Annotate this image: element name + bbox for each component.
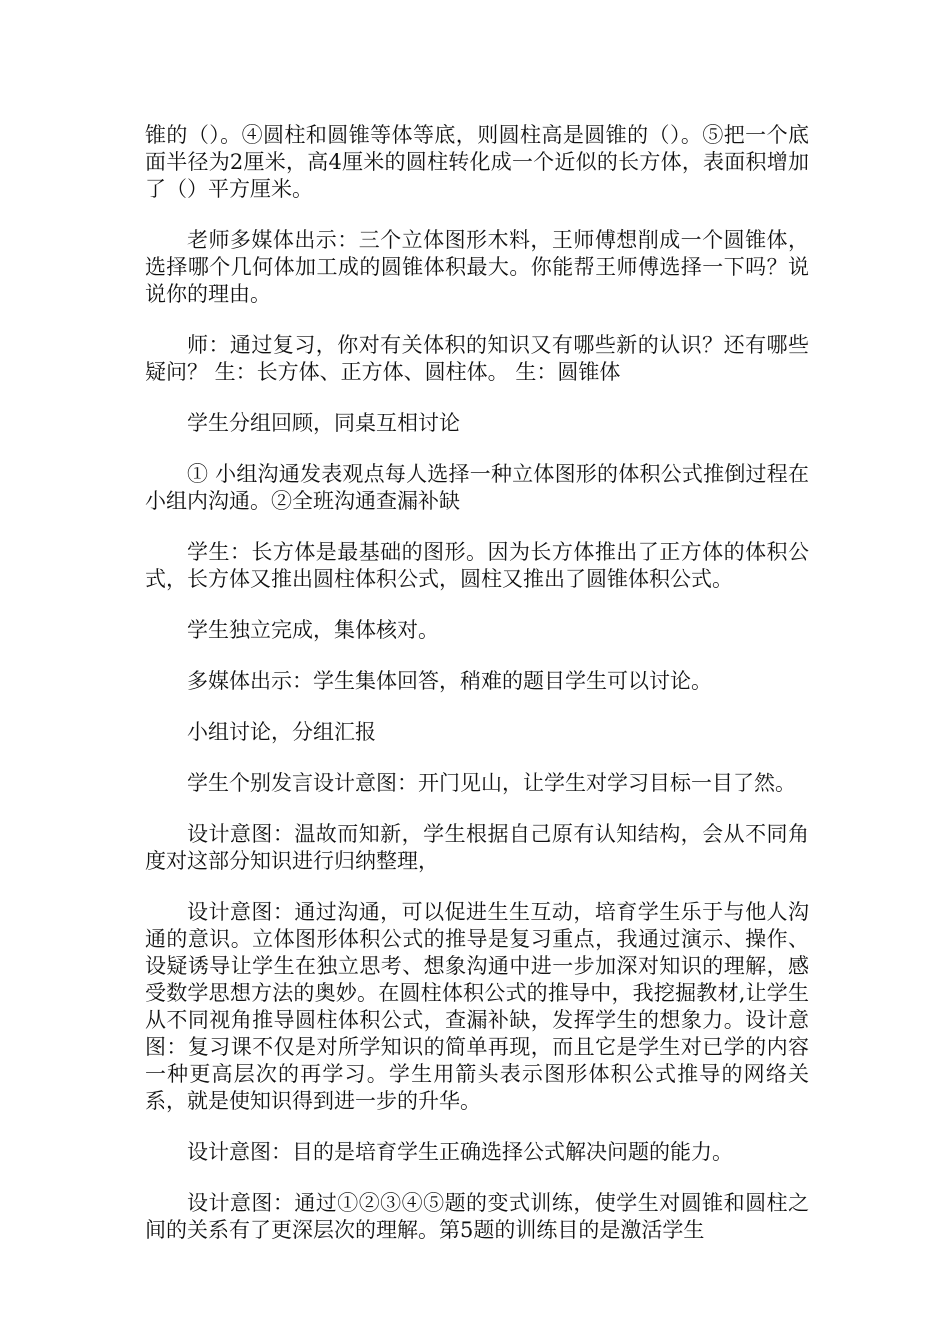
paragraph-design-intent-4: 设计意图：目的是培育学生正确选择公式解决问题的能力。 bbox=[187, 1140, 733, 1164]
paragraph-design-intent-5: 设计意图：通过①②③④⑤题的变式训练，使学生对圆锥和圆柱之间的关系有了更深层次的理解。第5题的训练目的是激活学生 bbox=[145, 1191, 809, 1242]
paragraph-multimedia-answer: 多媒体出示：学生集体回答，稍难的题目学生可以讨论。 bbox=[187, 669, 712, 693]
paragraph-design-intent-3: 设计意图：通过沟通，可以促进生生互动，培育学生乐于与他人沟通的意识。立体图形体积公式的推导是复习重点，我通过演示、操作、设疑诱导让学生在独立思考、想象沟通中进一步加深对知识的理解，感受数学思想方法的奥妙。在圆柱体积公式的推导中，我挖掘教材,让学生从不同视角推导圆柱体积公式，查漏补缺，发挥学生的想象力。设计意图：复习课不仅是对所学知识的简单再现，而且它是学生对已学的内容一种更高层次的再学习。学生用箭头表示图形体积公式推导的网络关系，就是使知识得到进一步的升华。 bbox=[145, 900, 809, 1113]
paragraph-design-intent-1: 学生个别发言设计意图：开门见山，让学生对学习目标一目了然。 bbox=[187, 771, 796, 795]
paragraph-student-answer: 学生：长方体是最基础的图形。因为长方体推出了正方体的体积公式，长方体又推出圆柱体积公式，圆柱又推出了圆锥体积公式。 bbox=[145, 540, 809, 591]
document-body bbox=[145, 122, 809, 1268]
paragraph-group-communication: ① 小组沟通发表观点每人选择一种立体图形的体积公式推倒过程在小组内沟通。②全班沟通查漏补缺 bbox=[145, 462, 809, 513]
paragraph-independent-work: 学生独立完成，集体核对。 bbox=[187, 618, 439, 642]
paragraph-group-review: 学生分组回顾，同桌互相讨论 bbox=[187, 411, 460, 435]
paragraph-continuation: 锥的（）。④圆柱和圆锥等体等底，则圆柱高是圆锥的（）。⑤把一个底面半径为2厘米，高4厘米的圆柱转化成一个近似的长方体，表面积增加了（）平方厘米。 bbox=[145, 123, 809, 201]
paragraph-teacher-question: 师：通过复习，你对有关体积的知识又有哪些新的认识？还有哪些疑问？ 生：长方体、正方体、圆柱体。 生：圆锥体 bbox=[145, 333, 809, 384]
paragraph-design-intent-2: 设计意图：温故而知新，学生根据自己原有认知结构，会从不同角度对这部分知识进行归纳整理， bbox=[145, 822, 809, 873]
paragraph-multimedia-task: 老师多媒体出示：三个立体图形木料，王师傅想削成一个圆锥体，选择哪个几何体加工成的圆锥体积最大。你能帮王师傅选择一下吗？说说你的理由。 bbox=[145, 228, 809, 306]
paragraph-group-report: 小组讨论，分组汇报 bbox=[187, 720, 376, 744]
